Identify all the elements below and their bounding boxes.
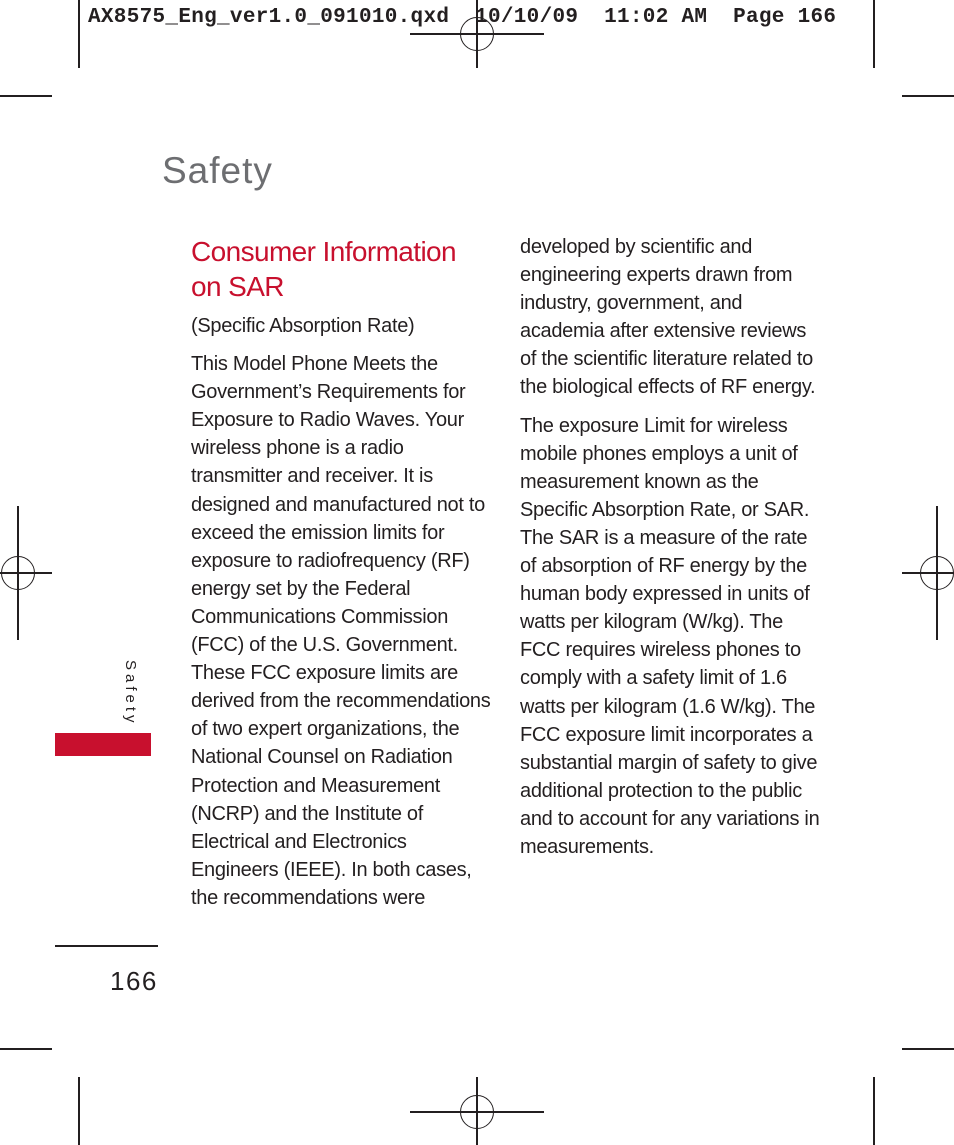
body-paragraph: The exposure Limit for wireless mobile phones employs a unit of measurement known as the Specific Absorption Rate, or SAR. The SAR is a measure of the rate of absorption of RF energy by the human body expressed in units of watts per kilogram (W/kg). The FCC requires wireless phones to comply with a safety limit of 1.6 watts per kilogram (1.6 W/kg). The FCC exposure limit incorporates a substantial margin of safety to give additional protection to the public and to account for any variations in measurements. [520, 414, 820, 858]
crop-mark [0, 1048, 52, 1050]
crop-mark [902, 95, 954, 97]
text-column-left [191, 312, 491, 912]
text-column-right [520, 233, 820, 861]
subheading: (Specific Absorption Rate) [191, 315, 415, 337]
crop-mark [78, 0, 80, 68]
body-paragraph [191, 350, 491, 912]
paragraph-text: Your wireless phone is a radio transmitter and receiver. It is designed and manufactured not to exceed the emission limits for exposure to radiofrequency (RF) energy set by the Federal Communications Commission (FCC) of the U.S. Government. These FCC exposure limits are derived from the recommendations of two expert organizations, the National Counsel on Radiation Protection and Measurement (NCRP) and the Institute of Electrical and Electronics Engineers (IEEE). In both cases, the recommendations were [191, 409, 491, 909]
crop-mark [873, 0, 875, 68]
registration-mark [460, 1095, 494, 1129]
side-tab-label: Safety [122, 660, 139, 727]
page-number: 166 [110, 966, 158, 996]
side-tab-marker [55, 733, 151, 756]
crop-mark [873, 1077, 875, 1145]
body-paragraph-continued: developed by scientific and engineering experts drawn from industry, government, and academia after extensive reviews of the scientific literature related to the biological effects of RF energy. [520, 236, 816, 399]
footer-rule [55, 945, 158, 947]
crop-mark [0, 95, 52, 97]
section-heading: Consumer Information on SAR [191, 236, 457, 302]
file-slug: AX8575_Eng_ver1.0_091010.qxd 10/10/09 11:02 AM Page 166 [88, 6, 837, 29]
lead-text: This Model Phone Meets the Government’s Requirements for Exposure to Radio Waves. [191, 353, 466, 432]
registration-mark [1, 556, 35, 590]
crop-mark [902, 1048, 954, 1050]
crop-mark [78, 1077, 80, 1145]
registration-mark [920, 556, 954, 590]
page-title: Safety [162, 150, 273, 191]
